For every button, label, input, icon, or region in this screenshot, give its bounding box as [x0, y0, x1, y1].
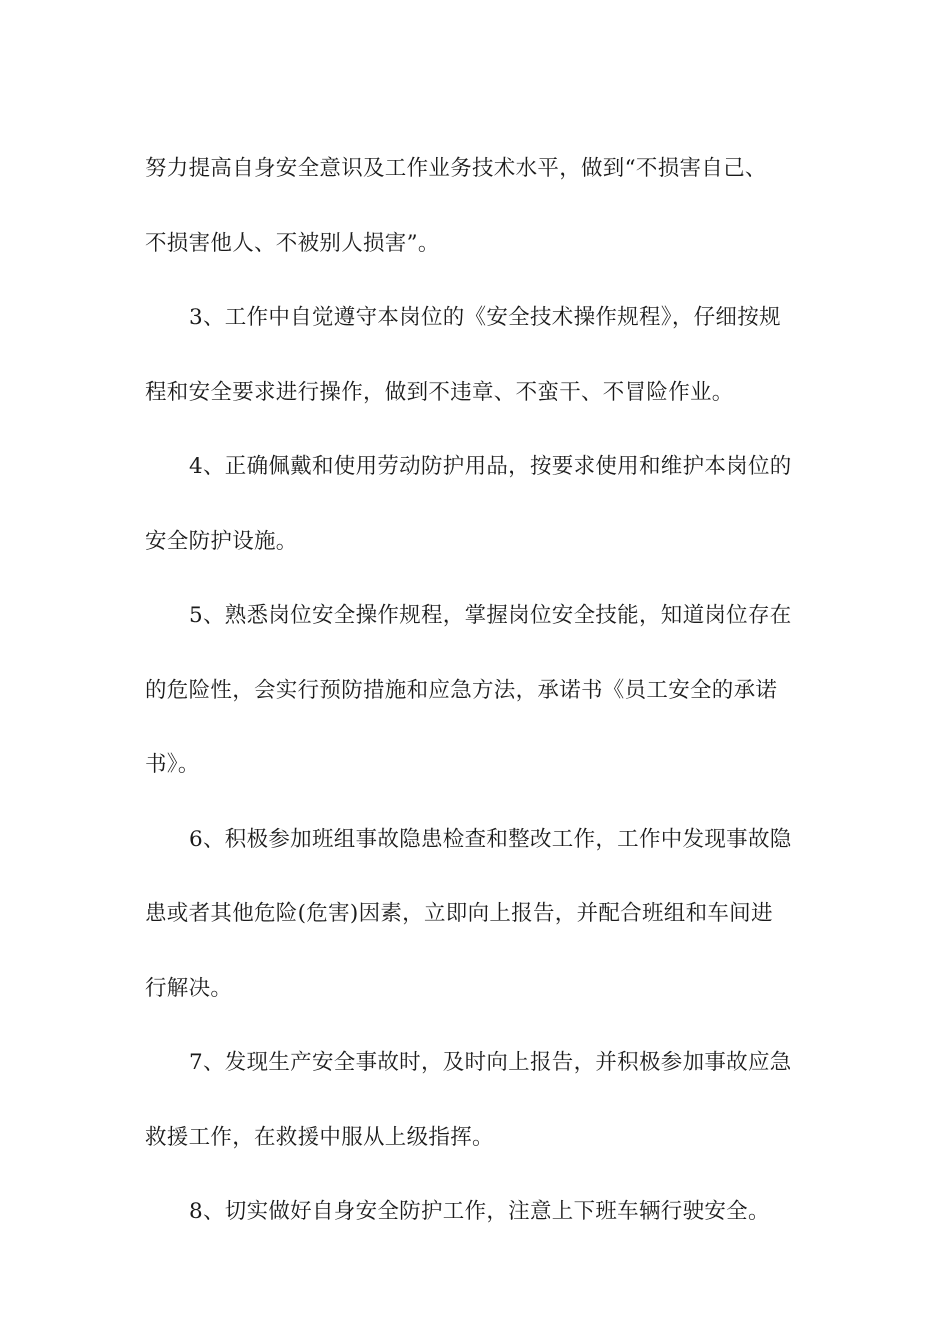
- text-line: 安全防护设施。: [145, 528, 298, 554]
- text-line: 书》。: [145, 752, 200, 777]
- paragraph-item-3: [145, 281, 810, 430]
- paragraph-item-8: [145, 1175, 810, 1250]
- paragraph-item-6: [145, 803, 810, 1027]
- text-line: 3、工作中自觉遵守本岗位的《安全技术操作规程》，仔细按规: [189, 305, 781, 330]
- text-line: 救援工作，在救援中服从上级指挥。: [145, 1124, 494, 1150]
- document-body: [145, 132, 810, 1250]
- text-line: 不损害他人、不被别人损害”。: [145, 230, 440, 256]
- paragraph-item-7: [145, 1026, 810, 1175]
- text-line: 8、切实做好自身安全防护工作，注意上下班车辆行驶安全。: [189, 1199, 770, 1224]
- text-line: 努力提高自身安全意识及工作业务技术水平，做到“不损害自己、: [145, 156, 767, 181]
- text-line: 患或者其他危险(危害)因素，立即向上报告，并配合班组和车间进: [145, 901, 773, 926]
- paragraph-continuation: [145, 132, 810, 281]
- text-line: 5、熟悉岗位安全操作规程，掌握岗位安全技能，知道岗位存在: [189, 603, 792, 628]
- paragraph-item-4: [145, 430, 810, 579]
- text-line: 行解决。: [145, 975, 233, 1001]
- paragraph-item-5: [145, 579, 810, 803]
- text-line: 程和安全要求进行操作，做到不违章、不蛮干、不冒险作业。: [145, 379, 734, 405]
- text-line: 7、发现生产安全事故时，及时向上报告，并积极参加事故应急: [189, 1050, 792, 1075]
- text-line: 6、积极参加班组事故隐患检查和整改工作，工作中发现事故隐: [189, 826, 792, 852]
- text-line: 4、正确佩戴和使用劳动防护用品，按要求使用和维护本岗位的: [189, 454, 792, 479]
- text-line: 的危险性，会实行预防措施和应急方法，承诺书《员工安全的承诺: [145, 677, 778, 703]
